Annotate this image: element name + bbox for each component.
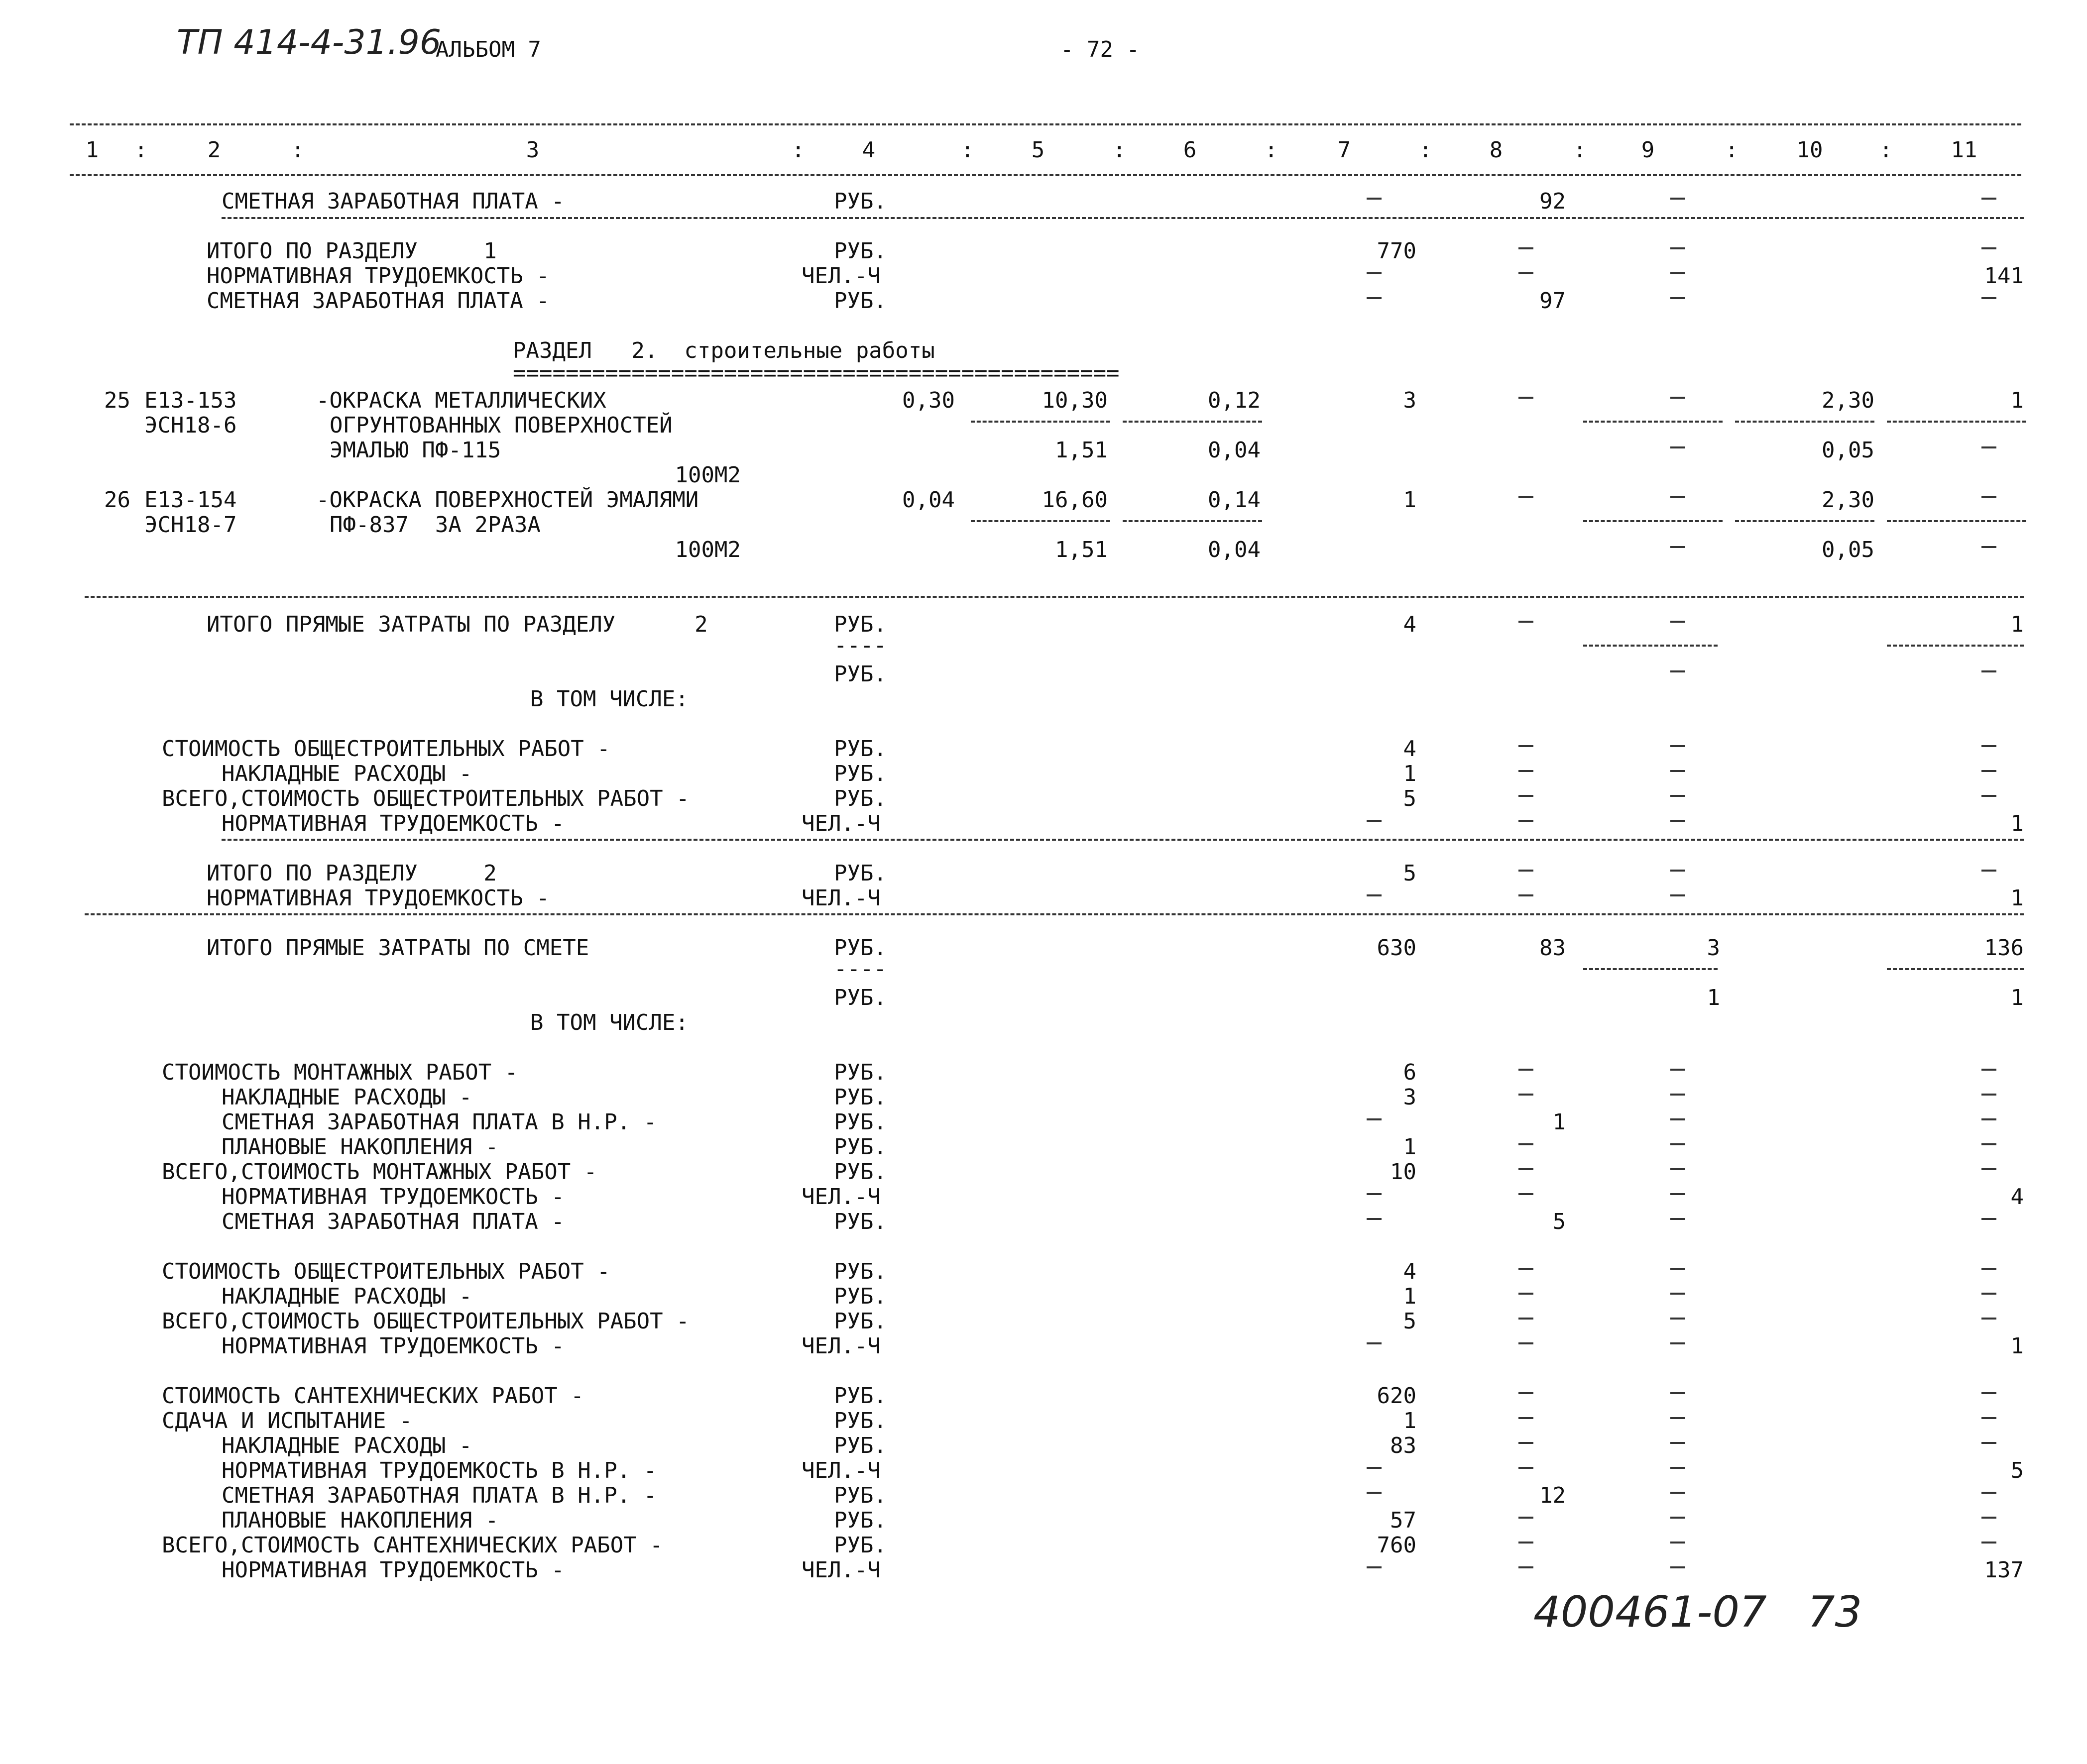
column-number: 3	[526, 137, 540, 163]
value-col9: 1	[1707, 985, 1720, 1010]
header-rule-top	[70, 123, 2021, 125]
dash-mark	[1981, 1442, 1996, 1444]
unit: РУБ.	[834, 1383, 887, 1409]
row-label: НАКЛАДНЫЕ РАСХОДЫ -	[222, 1433, 472, 1458]
dash-mark	[1670, 397, 1685, 399]
dash-mark	[1981, 1318, 1996, 1320]
section-underline: ==============================================	[513, 360, 1120, 386]
unit: ЧЕЛ.-Ч	[802, 1458, 881, 1483]
handwritten-stamp: 400461-07 73	[1533, 1587, 1862, 1637]
sub-rule	[971, 421, 1110, 423]
item-col10: 2,30	[1822, 487, 1874, 513]
document-code: ТП 414-4-31.96	[177, 23, 442, 62]
unit-dashes: ----	[834, 956, 887, 982]
label-nakl: НАКЛАДНЫЕ РАСХОДЫ -	[222, 761, 472, 786]
value-col11: 1	[2010, 612, 2024, 637]
row-label: НАКЛАДНЫЕ РАСХОДЫ -	[222, 1284, 472, 1309]
dash-mark	[1670, 1268, 1685, 1270]
label-norm-trud: НОРМАТИВНАЯ ТРУДОЕМКОСТЬ -	[207, 885, 550, 911]
item-description: ПФ-837 ЗА 2РАЗА	[330, 512, 541, 538]
dash-mark	[1518, 1542, 1533, 1544]
row-label: СМЕТНАЯ ЗАРАБОТНАЯ ПЛАТА -	[222, 1209, 565, 1234]
dash-mark	[1981, 297, 1996, 299]
row-label: СТОИМОСТЬ ОБЩЕСТРОИТЕЛЬНЫХ РАБОТ -	[162, 1259, 610, 1284]
label-v-tom-chisle: В ТОМ ЧИСЛЕ:	[530, 686, 689, 712]
value-col8: 97	[1539, 288, 1566, 314]
item-col10-sub: 0,05	[1822, 537, 1874, 562]
dashed-rule	[222, 217, 2024, 219]
unit: РУБ.	[834, 1284, 887, 1309]
item-code: Е13-154	[144, 487, 237, 513]
sub-rule	[1583, 645, 1718, 647]
column-number: 5	[1031, 137, 1045, 163]
label-itogo-smeta: ИТОГО ПРЯМЫЕ ЗАТРАТЫ ПО СМЕТЕ	[207, 935, 589, 961]
dash-mark	[1518, 894, 1533, 896]
column-number: 11	[1951, 137, 1977, 163]
sub-rule	[1887, 421, 2026, 423]
dash-mark	[1981, 446, 1996, 448]
dash-mark	[1518, 1094, 1533, 1096]
unit: РУБ.	[834, 1060, 887, 1085]
label-norm-trud: НОРМАТИВНАЯ ТРУДОЕМКОСТЬ -	[207, 263, 550, 289]
item-code-2: ЭСН18-6	[144, 413, 237, 438]
item-col10-sub: 0,05	[1822, 438, 1874, 463]
dash-mark	[1518, 1467, 1533, 1469]
dash-mark	[1981, 1268, 1996, 1270]
dash-mark	[1518, 745, 1533, 747]
value-col11: 136	[1984, 935, 2024, 961]
dash-mark	[1981, 1392, 1996, 1394]
row-label: ПЛАНОВЫЕ НАКОПЛЕНИЯ -	[222, 1508, 499, 1533]
section-rule	[85, 913, 2024, 915]
row-label: НОРМАТИВНАЯ ТРУДОЕМКОСТЬ -	[222, 1184, 565, 1210]
dash-mark	[1670, 446, 1685, 448]
sub-rule	[1735, 421, 1874, 423]
value-col9: 3	[1707, 935, 1720, 961]
dash-mark	[1518, 272, 1533, 274]
dash-mark	[1670, 745, 1685, 747]
value-col7: 1	[1403, 1134, 1416, 1160]
dash-mark	[1670, 1168, 1685, 1170]
dash-mark	[1518, 1268, 1533, 1270]
dash-mark	[1518, 1517, 1533, 1519]
unit: РУБ.	[834, 1085, 887, 1110]
item-col5: 10,30	[1042, 388, 1108, 413]
dash-mark	[1981, 546, 1996, 548]
value-col7: 1	[1403, 761, 1416, 786]
row-label: СМЕТНАЯ ЗАРАБОТНАЯ ПЛАТА В Н.Р. -	[222, 1483, 657, 1508]
item-code-2: ЭСН18-7	[144, 512, 237, 538]
dash-mark	[1670, 820, 1685, 822]
item-col6-sub: 0,04	[1208, 438, 1261, 463]
dash-mark	[1670, 1318, 1685, 1320]
dash-mark	[1518, 870, 1533, 872]
value-col7: 4	[1403, 736, 1416, 762]
column-number: 8	[1489, 137, 1503, 163]
value-col7: 4	[1403, 612, 1416, 637]
value-col8: 1	[1552, 1109, 1566, 1135]
value-col7: 4	[1403, 1259, 1416, 1284]
dash-mark	[1367, 1193, 1382, 1195]
row-label: НАКЛАДНЫЕ РАСХОДЫ -	[222, 1085, 472, 1110]
dash-mark	[1518, 770, 1533, 772]
dash-mark	[1518, 1318, 1533, 1320]
sub-rule	[1583, 520, 1723, 522]
unit: РУБ.	[834, 1109, 887, 1135]
unit: РУБ.	[834, 1309, 887, 1334]
dash-mark	[1518, 496, 1533, 498]
value-col7: 620	[1377, 1383, 1416, 1409]
dash-mark	[1670, 247, 1685, 249]
label-itogo-razdel-2: ИТОГО ПО РАЗДЕЛУ 2	[207, 861, 497, 886]
value-col7: 57	[1390, 1508, 1416, 1533]
value-col8: 12	[1539, 1483, 1566, 1508]
sub-rule	[1887, 968, 2024, 970]
value-col11: 137	[1984, 1557, 2024, 1583]
row-label: ПЛАНОВЫЕ НАКОПЛЕНИЯ -	[222, 1134, 499, 1160]
dash-mark	[1670, 1517, 1685, 1519]
sub-rule	[1123, 421, 1262, 423]
unit: РУБ.	[834, 935, 887, 961]
dash-mark	[1670, 1417, 1685, 1419]
dash-mark	[1518, 621, 1533, 623]
value-col11: 1	[2010, 1333, 2024, 1359]
item-col7: 3	[1403, 388, 1416, 413]
dash-mark	[1518, 397, 1533, 399]
column-number: 4	[862, 137, 876, 163]
column-separator: :	[1419, 137, 1432, 163]
item-description: -ОКРАСКА ПОВЕРХНОСТЕЙ ЭМАЛЯМИ	[316, 487, 699, 513]
column-separator: :	[1113, 137, 1126, 163]
value-col7: 770	[1377, 238, 1416, 264]
dash-mark	[1981, 1143, 1996, 1145]
row-label: НОРМАТИВНАЯ ТРУДОЕМКОСТЬ -	[222, 1557, 565, 1583]
dash-mark	[1670, 870, 1685, 872]
dash-mark	[1670, 272, 1685, 274]
unit: ЧЕЛ.-Ч	[802, 885, 881, 911]
dash-mark	[1518, 1442, 1533, 1444]
dash-mark	[1367, 1467, 1382, 1469]
dash-mark	[1670, 670, 1685, 672]
sub-rule	[1887, 520, 2026, 522]
dash-mark	[1670, 1566, 1685, 1568]
column-number: 10	[1796, 137, 1823, 163]
dash-mark	[1981, 1417, 1996, 1419]
dash-mark	[1981, 1492, 1996, 1494]
dash-mark	[1518, 1566, 1533, 1568]
column-number: 9	[1641, 137, 1655, 163]
album-label: АЛЬБОМ 7	[436, 37, 541, 62]
item-col6: 0,14	[1208, 487, 1261, 513]
item-col5-sub: 1,51	[1055, 537, 1108, 562]
dash-mark	[1670, 297, 1685, 299]
sub-rule	[1583, 421, 1723, 423]
dash-mark	[1981, 1542, 1996, 1544]
dash-mark	[1518, 820, 1533, 822]
dash-mark	[1518, 1193, 1533, 1195]
dash-mark	[1670, 894, 1685, 896]
dash-mark	[1670, 770, 1685, 772]
dash-mark	[1981, 1517, 1996, 1519]
dash-mark	[1670, 1492, 1685, 1494]
value-col7: 6	[1403, 1060, 1416, 1085]
value-col11: 4	[2010, 1184, 2024, 1210]
dash-mark	[1981, 198, 1996, 200]
unit: РУБ.	[834, 985, 887, 1010]
column-number: 2	[207, 137, 221, 163]
value-col11: 1	[2010, 985, 2024, 1010]
unit: РУБ.	[834, 612, 887, 637]
unit: РУБ.	[834, 1533, 887, 1558]
value-col7: 1	[1403, 1408, 1416, 1433]
column-separator: :	[961, 137, 974, 163]
unit: ЧЕЛ.-Ч	[802, 1184, 881, 1210]
value-col8: 5	[1552, 1209, 1566, 1234]
dash-mark	[1670, 1069, 1685, 1071]
value-col7: 83	[1390, 1433, 1416, 1458]
dash-mark	[1981, 1094, 1996, 1096]
dash-mark	[1367, 1566, 1382, 1568]
column-number: 1	[85, 137, 99, 163]
item-col6: 0,12	[1208, 388, 1261, 413]
item-col4: 0,30	[902, 388, 955, 413]
unit: РУБ.	[834, 1408, 887, 1433]
dash-mark	[1981, 795, 1996, 797]
column-separator: :	[1879, 137, 1893, 163]
value-col7: 630	[1377, 935, 1416, 961]
item-number: 25	[104, 388, 130, 413]
label-itogo-razdel-1: ИТОГО ПО РАЗДЕЛУ 1	[207, 238, 497, 264]
column-number: 7	[1337, 137, 1351, 163]
value-col8: 92	[1539, 189, 1566, 214]
row-label: НОРМАТИВНАЯ ТРУДОЕМКОСТЬ -	[222, 1333, 565, 1359]
dash-mark	[1518, 795, 1533, 797]
dash-mark	[1518, 1342, 1533, 1344]
dash-mark	[1981, 496, 1996, 498]
unit: РУБ.	[834, 288, 887, 314]
row-label: ВСЕГО,СТОИМОСТЬ МОНТАЖНЫХ РАБОТ -	[162, 1159, 597, 1185]
dash-mark	[1367, 198, 1382, 200]
value-col7: 3	[1403, 1085, 1416, 1110]
unit: РУБ.	[834, 761, 887, 786]
label-szp: СМЕТНАЯ ЗАРАБОТНАЯ ПЛАТА -	[222, 189, 565, 214]
unit: РУБ.	[834, 1433, 887, 1458]
item-number: 26	[104, 487, 130, 513]
dash-mark	[1670, 1118, 1685, 1120]
label-szp: СМЕТНАЯ ЗАРАБОТНАЯ ПЛАТА -	[207, 288, 550, 314]
dash-mark	[1670, 1193, 1685, 1195]
item-col4: 0,04	[902, 487, 955, 513]
item-description: -ОКРАСКА МЕТАЛЛИЧЕСКИХ	[316, 388, 606, 413]
dash-mark	[1670, 546, 1685, 548]
item-unit: 100М2	[675, 537, 741, 562]
dash-mark	[1367, 272, 1382, 274]
value-col11: 5	[2010, 1458, 2024, 1483]
sub-rule	[1123, 520, 1262, 522]
item-code: Е13-153	[144, 388, 237, 413]
dash-mark	[1981, 1168, 1996, 1170]
row-label: СТОИМОСТЬ МОНТАЖНЫХ РАБОТ -	[162, 1060, 518, 1085]
dash-mark	[1670, 198, 1685, 200]
dash-mark	[1670, 496, 1685, 498]
dash-mark	[1981, 745, 1996, 747]
dash-mark	[1367, 1218, 1382, 1220]
dash-mark	[1981, 247, 1996, 249]
dash-mark	[1367, 820, 1382, 822]
unit: РУБ.	[834, 662, 887, 687]
sub-rule	[1735, 520, 1874, 522]
label-vsego-obsh: ВСЕГО,СТОИМОСТЬ ОБЩЕСТРОИТЕЛЬНЫХ РАБОТ -	[162, 786, 690, 811]
value-col7: 760	[1377, 1533, 1416, 1558]
column-separator: :	[134, 137, 148, 163]
unit: РУБ.	[834, 861, 887, 886]
row-label: СДАЧА И ИСПЫТАНИЕ -	[162, 1408, 413, 1433]
dash-mark	[1518, 1168, 1533, 1170]
dashed-rule	[222, 839, 2024, 841]
unit: РУБ.	[834, 1134, 887, 1160]
label-norm-trud: НОРМАТИВНАЯ ТРУДОЕМКОСТЬ -	[222, 811, 565, 836]
dash-mark	[1670, 1293, 1685, 1295]
unit: РУБ.	[834, 786, 887, 811]
dash-mark	[1670, 795, 1685, 797]
row-label: СМЕТНАЯ ЗАРАБОТНАЯ ПЛАТА В Н.Р. -	[222, 1109, 657, 1135]
item-description: ЭМАЛЬЮ ПФ-115	[330, 438, 501, 463]
unit: ЧЕЛ.-Ч	[802, 1333, 881, 1359]
dash-mark	[1367, 1118, 1382, 1120]
column-separator: :	[1573, 137, 1587, 163]
item-col11: 1	[2010, 388, 2024, 413]
unit: РУБ.	[834, 238, 887, 264]
dash-mark	[1518, 1293, 1533, 1295]
unit: ЧЕЛ.-Ч	[802, 263, 881, 289]
item-unit: 100М2	[675, 462, 741, 488]
row-label: ВСЕГО,СТОИМОСТЬ ОБЩЕСТРОИТЕЛЬНЫХ РАБОТ -	[162, 1309, 690, 1334]
unit-dashes: ----	[834, 633, 887, 658]
sub-rule	[971, 520, 1110, 522]
sub-rule	[1887, 645, 2024, 647]
dash-mark	[1670, 1342, 1685, 1344]
row-label: СТОИМОСТЬ САНТЕХНИЧЕСКИХ РАБОТ -	[162, 1383, 584, 1409]
item-col5-sub: 1,51	[1055, 438, 1108, 463]
dash-mark	[1981, 1069, 1996, 1071]
dash-mark	[1981, 1293, 1996, 1295]
dash-mark	[1518, 1069, 1533, 1071]
dash-mark	[1367, 1492, 1382, 1494]
value-col7: 5	[1403, 1309, 1416, 1334]
label-st-obsh: СТОИМОСТЬ ОБЩЕСТРОИТЕЛЬНЫХ РАБОТ -	[162, 736, 610, 762]
row-label: НОРМАТИВНАЯ ТРУДОЕМКОСТЬ В Н.Р. -	[222, 1458, 657, 1483]
dash-mark	[1670, 1542, 1685, 1544]
item-col7: 1	[1403, 487, 1416, 513]
value-col7: 5	[1403, 786, 1416, 811]
unit: РУБ.	[834, 189, 887, 214]
label-v-tom-chisle: В ТОМ ЧИСЛЕ:	[530, 1010, 689, 1035]
value-col7: 1	[1403, 1284, 1416, 1309]
unit: ЧЕЛ.-Ч	[802, 1557, 881, 1583]
item-col5: 16,60	[1042, 487, 1108, 513]
label-itogo-pryam-razd2: ИТОГО ПРЯМЫЕ ЗАТРАТЫ ПО РАЗДЕЛУ 2	[207, 612, 708, 637]
value-col7: 5	[1403, 861, 1416, 886]
dash-mark	[1981, 870, 1996, 872]
row-label: ВСЕГО,СТОИМОСТЬ САНТЕХНИЧЕСКИХ РАБОТ -	[162, 1533, 663, 1558]
column-separator: :	[291, 137, 305, 163]
dash-mark	[1670, 1442, 1685, 1444]
section-title: РАЗДЕЛ 2. строительные работы	[513, 338, 935, 363]
dash-mark	[1670, 1392, 1685, 1394]
value-col11: 1	[2010, 885, 2024, 911]
unit: РУБ.	[834, 1483, 887, 1508]
dash-mark	[1670, 1094, 1685, 1096]
unit: РУБ.	[834, 1159, 887, 1185]
item-col6-sub: 0,04	[1208, 537, 1261, 562]
dash-mark	[1367, 297, 1382, 299]
value-col7: 10	[1390, 1159, 1416, 1185]
dash-mark	[1670, 621, 1685, 623]
dash-mark	[1670, 1467, 1685, 1469]
dash-mark	[1518, 1143, 1533, 1145]
value-col8: 83	[1539, 935, 1566, 961]
value-col11: 1	[2010, 811, 2024, 836]
dash-mark	[1367, 1342, 1382, 1344]
value-col11: 141	[1984, 263, 2024, 289]
unit: РУБ.	[834, 1209, 887, 1234]
dash-mark	[1670, 1218, 1685, 1220]
dash-mark	[1981, 1118, 1996, 1120]
dash-mark	[1981, 670, 1996, 672]
dash-mark	[1367, 894, 1382, 896]
dash-mark	[1518, 1417, 1533, 1419]
header-rule-bottom	[70, 174, 2021, 176]
unit: РУБ.	[834, 1259, 887, 1284]
sub-rule	[1583, 968, 1718, 970]
column-separator: :	[1265, 137, 1278, 163]
column-separator: :	[1725, 137, 1739, 163]
dash-mark	[1981, 1218, 1996, 1220]
dash-mark	[1670, 1143, 1685, 1145]
section-rule	[85, 596, 2024, 598]
page-number: - 72 -	[1060, 37, 1140, 62]
item-col10: 2,30	[1822, 388, 1874, 413]
column-separator: :	[792, 137, 805, 163]
item-description: ОГРУНТОВАННЫХ ПОВЕРХНОСТЕЙ	[330, 413, 673, 438]
dash-mark	[1981, 770, 1996, 772]
unit: ЧЕЛ.-Ч	[802, 811, 881, 836]
unit: РУБ.	[834, 736, 887, 762]
dash-mark	[1518, 247, 1533, 249]
unit: РУБ.	[834, 1508, 887, 1533]
column-number: 6	[1183, 137, 1197, 163]
dash-mark	[1518, 1392, 1533, 1394]
